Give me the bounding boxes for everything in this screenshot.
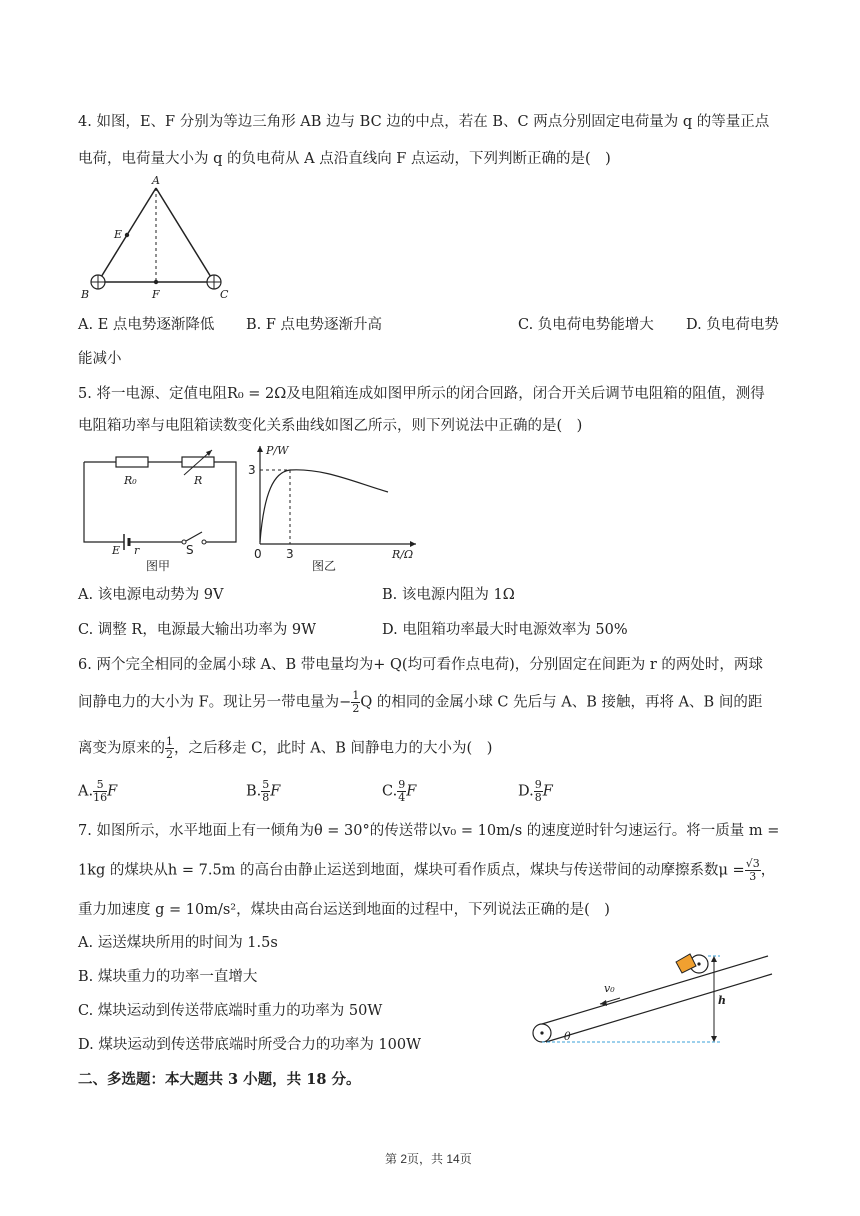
q6-option-d xyxy=(518,779,553,804)
graph-xlabel: R/Ω xyxy=(392,548,414,561)
label-internal-r: r xyxy=(134,544,140,557)
label-e: E xyxy=(112,544,121,557)
q7-option-a: A. 运送煤块所用的时间为 1.5s xyxy=(78,935,278,951)
label-r: R xyxy=(194,474,203,487)
q4-option-d: D. 负电荷电势 xyxy=(686,317,779,333)
frac-denominator: 2 xyxy=(352,702,360,715)
frac-denominator: 4 xyxy=(398,791,406,804)
graph-x-tick: 3 xyxy=(286,547,294,561)
label-h: h xyxy=(718,994,726,1007)
q4-stem-line2: 电荷，电荷量大小为 q 的负电荷从 A 点沿直线向 F 点运动，下列判断正确的是( ) xyxy=(78,151,611,167)
frac-numerator: 5 xyxy=(262,778,270,791)
label-s: S xyxy=(186,543,194,557)
frac-denominator: 3 xyxy=(749,870,757,883)
option-suffix: F xyxy=(406,783,417,800)
q6-stem-line1: 6. 两个完全相同的金属小球 A、B 带电量均为+ Q(均可看作点电荷)，分别固定在间距为 r 的两处时，两球 xyxy=(78,657,763,673)
frac-numerator: 9 xyxy=(534,778,542,791)
frac-denominator: 8 xyxy=(262,791,270,804)
option-suffix: F xyxy=(270,783,281,800)
frac-numerator: 9 xyxy=(398,778,406,791)
graph-origin: 0 xyxy=(254,547,262,561)
q4-stem-line1: 4. 如图，E、F 分别为等边三角形 AB 边与 BC 边的中点，若在 B、C 两点分别固定电荷量为 q 的等量正点 xyxy=(78,114,770,130)
page-footer: 第 2页，共 14页 xyxy=(385,1152,472,1166)
q7-option-d: D. 煤块运动到传送带底端时所受合力的功率为 100W xyxy=(78,1037,422,1053)
q7-line2-part-a: 1kg 的煤块从h = 7.5m 的高台由静止运送到地面，煤块可看作质点，煤块与传送带间的动摩擦系数μ = xyxy=(78,862,745,879)
q6-stem-line3 xyxy=(78,736,492,761)
frac-numerator: 5 xyxy=(93,779,107,792)
q7-line2-part-b: ， xyxy=(760,862,776,879)
option-prefix: B. xyxy=(246,783,262,800)
graph-ylabel: P/W xyxy=(266,444,289,457)
q5-option-a: A. 该电源电动势为 9V xyxy=(78,587,224,603)
q6-option-c xyxy=(382,779,416,804)
caption-figure-jia: 图甲 xyxy=(146,559,171,572)
label-r0: R₀ xyxy=(124,474,137,487)
option-fraction xyxy=(534,779,543,804)
q7-fraction-mu xyxy=(745,858,761,883)
q5-stem-line2: 电阻箱功率与电阻箱读数变化关系曲线如图乙所示，则下列说法中正确的是( ) xyxy=(78,418,583,434)
frac-denominator: 8 xyxy=(534,791,542,804)
q4-triangle-figure xyxy=(78,174,238,304)
section-multiple-choice-heading: 二、多选题：本大题共 3 小题，共 18 分。 xyxy=(78,1071,361,1088)
option-prefix: C. xyxy=(382,783,398,800)
q5-stem-line1: 5. 将一电源、定值电阻R₀ = 2Ω及电阻箱连成如图甲所示的闭合回路，闭合开关后调节电阻箱的阻值，测得 xyxy=(78,386,765,402)
frac-denominator: 2 xyxy=(166,748,173,761)
frac-numerator: 1 xyxy=(166,735,173,748)
option-prefix: A. xyxy=(78,783,94,800)
q6-line2-part-b: Q 的相同的金属小球 C 先后与 A、B 接触，再将 A、B 间的距 xyxy=(360,694,763,711)
caption-figure-yi: 图乙 xyxy=(312,559,337,572)
label-b: B xyxy=(81,288,90,301)
q6-line2-part-a: 间静电力的大小为 F。现让另一带电量为− xyxy=(78,694,352,711)
label-theta: θ xyxy=(564,1030,571,1043)
q5-option-c: C. 调整 R，电源最大输出功率为 9W xyxy=(78,622,317,638)
q7-option-b: B. 煤块重力的功率一直增大 xyxy=(78,969,258,985)
q7-stem-line1: 7. 如图所示，水平地面上有一倾角为θ = 30°的传送带以v₀ = 10m/s 的速度逆时针匀速运行。将一质量 m = xyxy=(78,823,780,839)
q6-option-b xyxy=(246,779,280,804)
q5-power-graph xyxy=(244,442,424,572)
q5-option-d: D. 电阻箱功率最大时电源效率为 50% xyxy=(382,622,628,638)
q5-circuit-figure xyxy=(78,442,248,572)
q4-option-d-cont: 能减小 xyxy=(78,351,122,367)
q4-option-b: B. F 点电势逐渐升高 xyxy=(246,317,383,333)
q6-line3-part-b: ，之后移走 C，此时 A、B 间静电力的大小为( ) xyxy=(174,740,493,757)
graph-y-tick: 3 xyxy=(248,463,256,477)
label-c: C xyxy=(220,288,229,301)
q5-option-b: B. 该电源内阻为 1Ω xyxy=(382,587,515,603)
option-fraction xyxy=(397,779,406,804)
q7-stem-line2 xyxy=(78,858,775,883)
label-e: E xyxy=(114,228,123,241)
option-fraction xyxy=(93,779,107,804)
frac-numerator: 1 xyxy=(352,689,360,702)
q7-stem-line3: 重力加速度 g = 10m/s²，煤块由高台运送到地面的过程中，下列说法正确的是( ) xyxy=(78,902,610,918)
q7-option-c: C. 煤块运动到传送带底端时重力的功率为 50W xyxy=(78,1003,383,1019)
q6-stem-line2 xyxy=(78,690,762,715)
option-fraction xyxy=(261,779,270,804)
q6-fraction-half xyxy=(351,690,360,715)
label-f: F xyxy=(152,288,160,301)
q6-fraction-distance xyxy=(165,736,174,761)
q4-option-a: A. E 点电势逐渐降低 xyxy=(78,317,215,333)
label-v0: v₀ xyxy=(604,982,615,995)
q7-conveyor-figure xyxy=(528,940,788,1050)
option-prefix: D. xyxy=(518,783,534,800)
q6-option-a xyxy=(78,779,117,804)
label-a: A xyxy=(152,174,160,187)
option-suffix: F xyxy=(107,783,118,800)
frac-numerator: √3 xyxy=(745,857,760,870)
q4-option-c: C. 负电荷电势能增大 xyxy=(518,317,654,333)
option-suffix: F xyxy=(542,783,553,800)
frac-denominator: 16 xyxy=(93,791,108,804)
q6-line3-part-a: 离变为原来的 xyxy=(78,740,165,757)
